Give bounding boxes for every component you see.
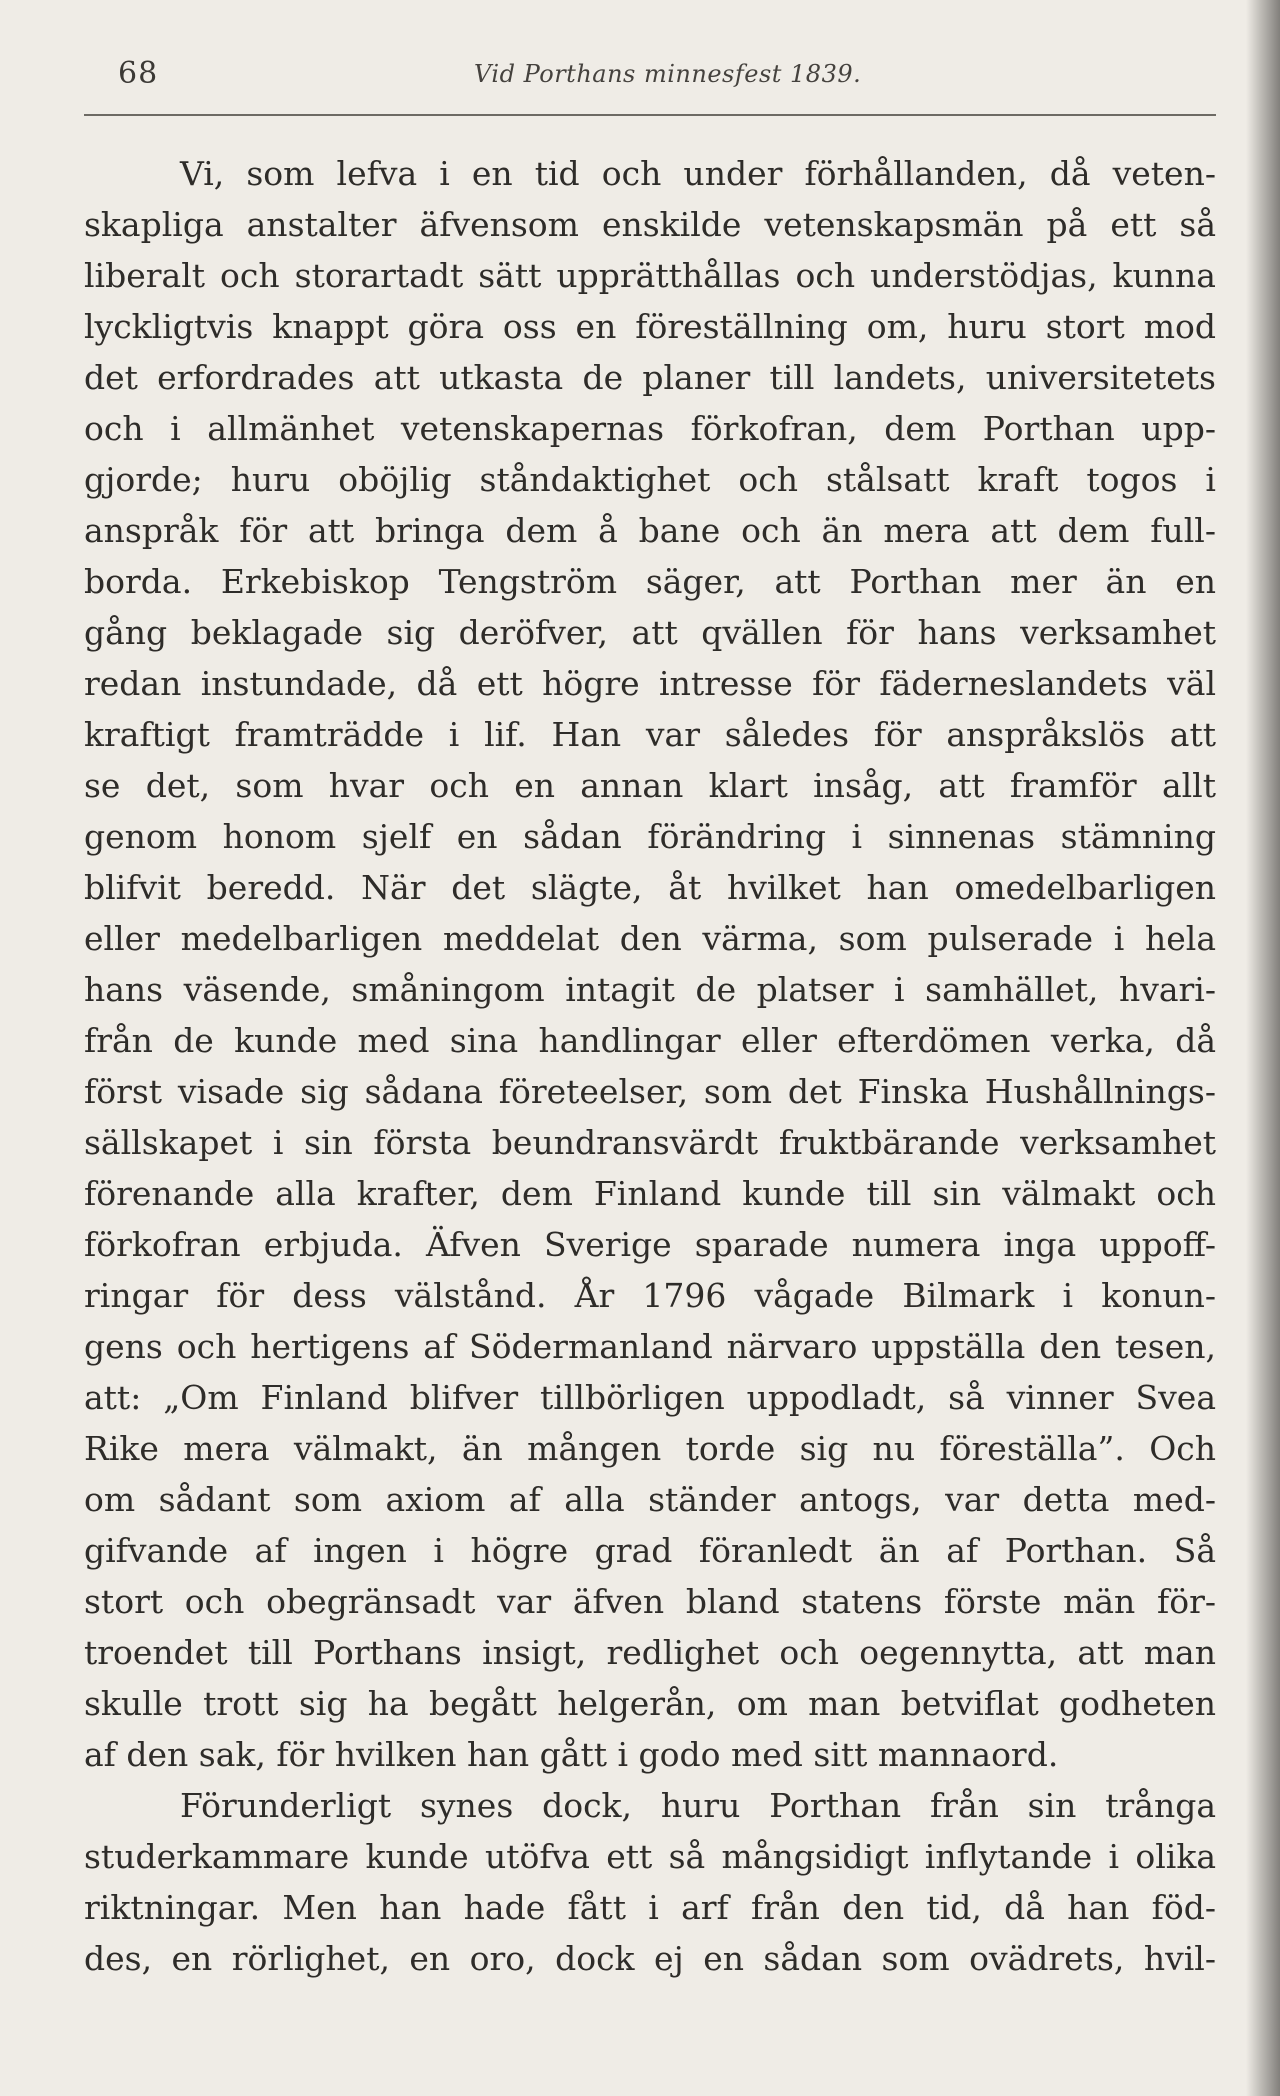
text-line: lyckligtvis knappt göra oss en föreställning om, huru stort mod	[84, 307, 1216, 346]
text-line: anspråk för att bringa dem å bane och än mera att dem full-	[84, 511, 1216, 550]
text-line: liberalt och storartadt sätt upprätthållas och understödjas, kunna	[84, 256, 1216, 295]
text-line: ringar för dess välstånd. År 1796 vågade Bilmark i konun-	[84, 1276, 1216, 1315]
running-head: Vid Porthans minnesfest 1839.	[474, 60, 862, 88]
text-line: och i allmänhet vetenskapernas förkofran, dem Porthan upp-	[84, 409, 1216, 448]
page-number: 68	[118, 56, 159, 91]
text-line: troendet till Porthans insigt, redlighet och oegennytta, att man	[84, 1633, 1216, 1672]
page-header	[84, 52, 1216, 102]
text-line: Vi, som lefva i en tid och under förhållanden, då veten-	[180, 154, 1216, 193]
text-line: gjorde; huru oböjlig ståndaktighet och stålsatt kraft togos i	[84, 460, 1216, 499]
text-line: stort och obegränsadt var äfven bland statens förste män för-	[84, 1582, 1216, 1621]
text-line: från de kunde med sina handlingar eller efterdömen verka, då	[84, 1021, 1216, 1060]
text-line: skulle trott sig ha begått helgerån, om man betviflat godheten	[84, 1684, 1216, 1723]
text-line: att: „Om Finland blifver tillbörligen uppodladt, så vinner Svea	[84, 1378, 1216, 1417]
page-edge-shadow	[1246, 0, 1280, 2096]
text-line: riktningar. Men han hade fått i arf från den tid, då han föd-	[84, 1888, 1216, 1927]
text-line: borda. Erkebiskop Tengström säger, att Porthan mer än en	[84, 562, 1216, 601]
text-line: des, en rörlighet, en oro, dock ej en sådan som ovädrets, hvil-	[84, 1939, 1216, 1978]
paragraph-1	[84, 148, 1216, 1780]
text-line: först visade sig sådana företeelser, som det Finska Hushållnings-	[84, 1072, 1216, 1111]
text-line: sällskapet i sin första beundransvärdt fruktbärande verksamhet	[84, 1123, 1216, 1162]
paragraph-2	[84, 1780, 1216, 1984]
text-line: gens och hertigens af Södermanland närvaro uppställa den tesen,	[84, 1327, 1216, 1366]
text-line: af den sak, för hvilken han gått i godo med sitt mannaord.	[84, 1735, 1059, 1774]
body-text	[84, 148, 1216, 1984]
text-line: genom honom sjelf en sådan förändring i sinnenas stämning	[84, 817, 1216, 856]
text-line: Rike mera välmakt, än mången torde sig nu föreställa”. Och	[84, 1429, 1216, 1468]
text-line: redan instundade, då ett högre intresse för fäderneslandets väl	[84, 664, 1216, 703]
text-line: förkofran erbjuda. Äfven Sverige sparade numera inga uppoff-	[84, 1225, 1216, 1264]
text-line: se det, som hvar och en annan klart insåg, att framför allt	[84, 766, 1216, 805]
text-line: skapliga anstalter äfvensom enskilde vetenskapsmän på ett så	[84, 205, 1216, 244]
text-line: Förunderligt synes dock, huru Porthan från sin trånga	[180, 1786, 1216, 1825]
text-line: om sådant som axiom af alla ständer antogs, var detta med-	[84, 1480, 1216, 1519]
text-line: förenande alla krafter, dem Finland kunde till sin välmakt och	[84, 1174, 1216, 1213]
text-line: blifvit beredd. När det slägte, åt hvilket han omedelbarligen	[84, 868, 1216, 907]
text-line: hans väsende, småningom intagit de platser i samhället, hvari-	[84, 970, 1216, 1009]
text-line: studerkammare kunde utöfva ett så mångsidigt inflytande i olika	[84, 1837, 1216, 1876]
header-rule	[84, 114, 1216, 116]
text-line: gifvande af ingen i högre grad föranledt än af Porthan. Så	[84, 1531, 1216, 1570]
text-line: eller medelbarligen meddelat den värma, som pulserade i hela	[84, 919, 1216, 958]
text-line: det erfordrades att utkasta de planer till landets, universitetets	[84, 358, 1216, 397]
text-line: kraftigt framträdde i lif. Han var således för anspråkslös att	[84, 715, 1216, 754]
text-line: gång beklagade sig deröfver, att qvällen för hans verksamhet	[84, 613, 1216, 652]
